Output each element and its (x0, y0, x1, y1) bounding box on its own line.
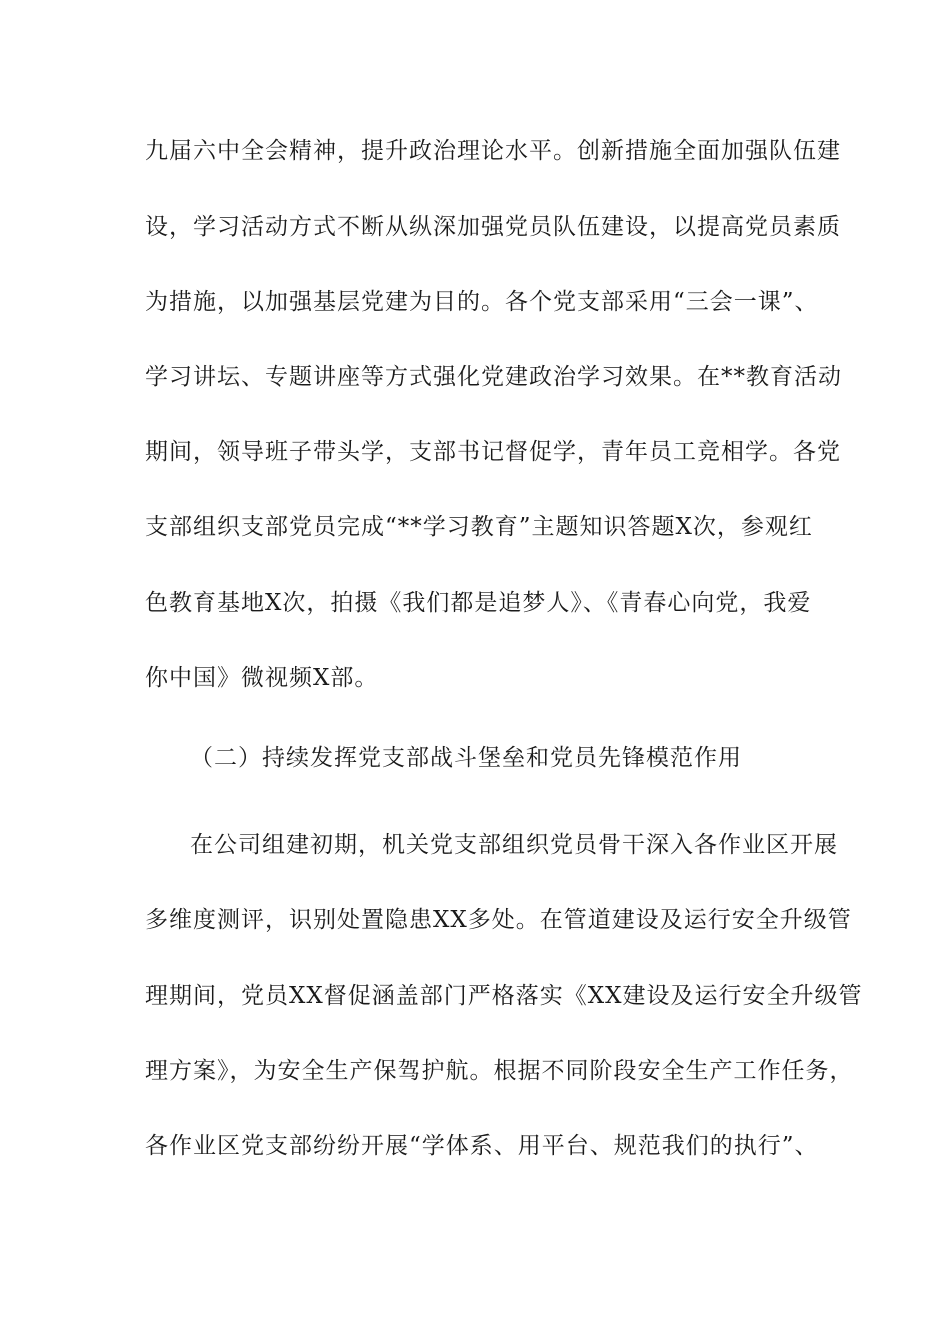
paragraph-1-line-3: 为措施，以加强基层党建为目的。各个党支部采用“三会一课”、 (145, 289, 819, 315)
paragraph-1-line-7: 色教育基地X次，拍摄《我们都是追梦人》、《青春心向党，我爱 (145, 590, 812, 616)
paragraph-1-line-4: 学习讲坛、专题讲座等方式强化党建政治学习效果。在**教育活动 (145, 364, 842, 390)
paragraph-1-line-2: 设，学习活动方式不断从纵深加强党员队伍建设，以提高党员素质 (145, 214, 841, 240)
section-heading: （二）持续发挥党支部战斗堡垒和党员先锋模范作用 (190, 745, 742, 771)
paragraph-2-line-4: 理方案》，为安全生产保驾护航。根据不同阶段安全生产工作任务， (145, 1058, 854, 1084)
paragraph-1-line-6: 支部组织支部党员完成“**学习教育”主题知识答题X次，参观红 (145, 514, 813, 540)
paragraph-1-line-5: 期间，领导班子带头学，支部书记督促学，青年员工竞相学。各党 (145, 439, 841, 465)
paragraph-2-line-2: 多维度测评，识别处置隐患XX多处。在管道建设及运行安全升级管 (145, 907, 852, 933)
paragraph-1-line-1: 九届六中全会精神，提升政治理论水平。创新措施全面加强队伍建 (145, 138, 841, 164)
paragraph-1-line-8: 你中国》微视频X部。 (145, 665, 379, 691)
paragraph-2-line-3: 理期间，党员XX督促涵盖部门严格落实《XX建设及运行安全升级管 (145, 983, 863, 1009)
paragraph-2-line-5: 各作业区党支部纷纷开展“学体系、用平台、规范我们的执行”、 (145, 1133, 819, 1159)
paragraph-2-line-1: 在公司组建初期，机关党支部组织党员骨干深入各作业区开展 (190, 832, 838, 858)
